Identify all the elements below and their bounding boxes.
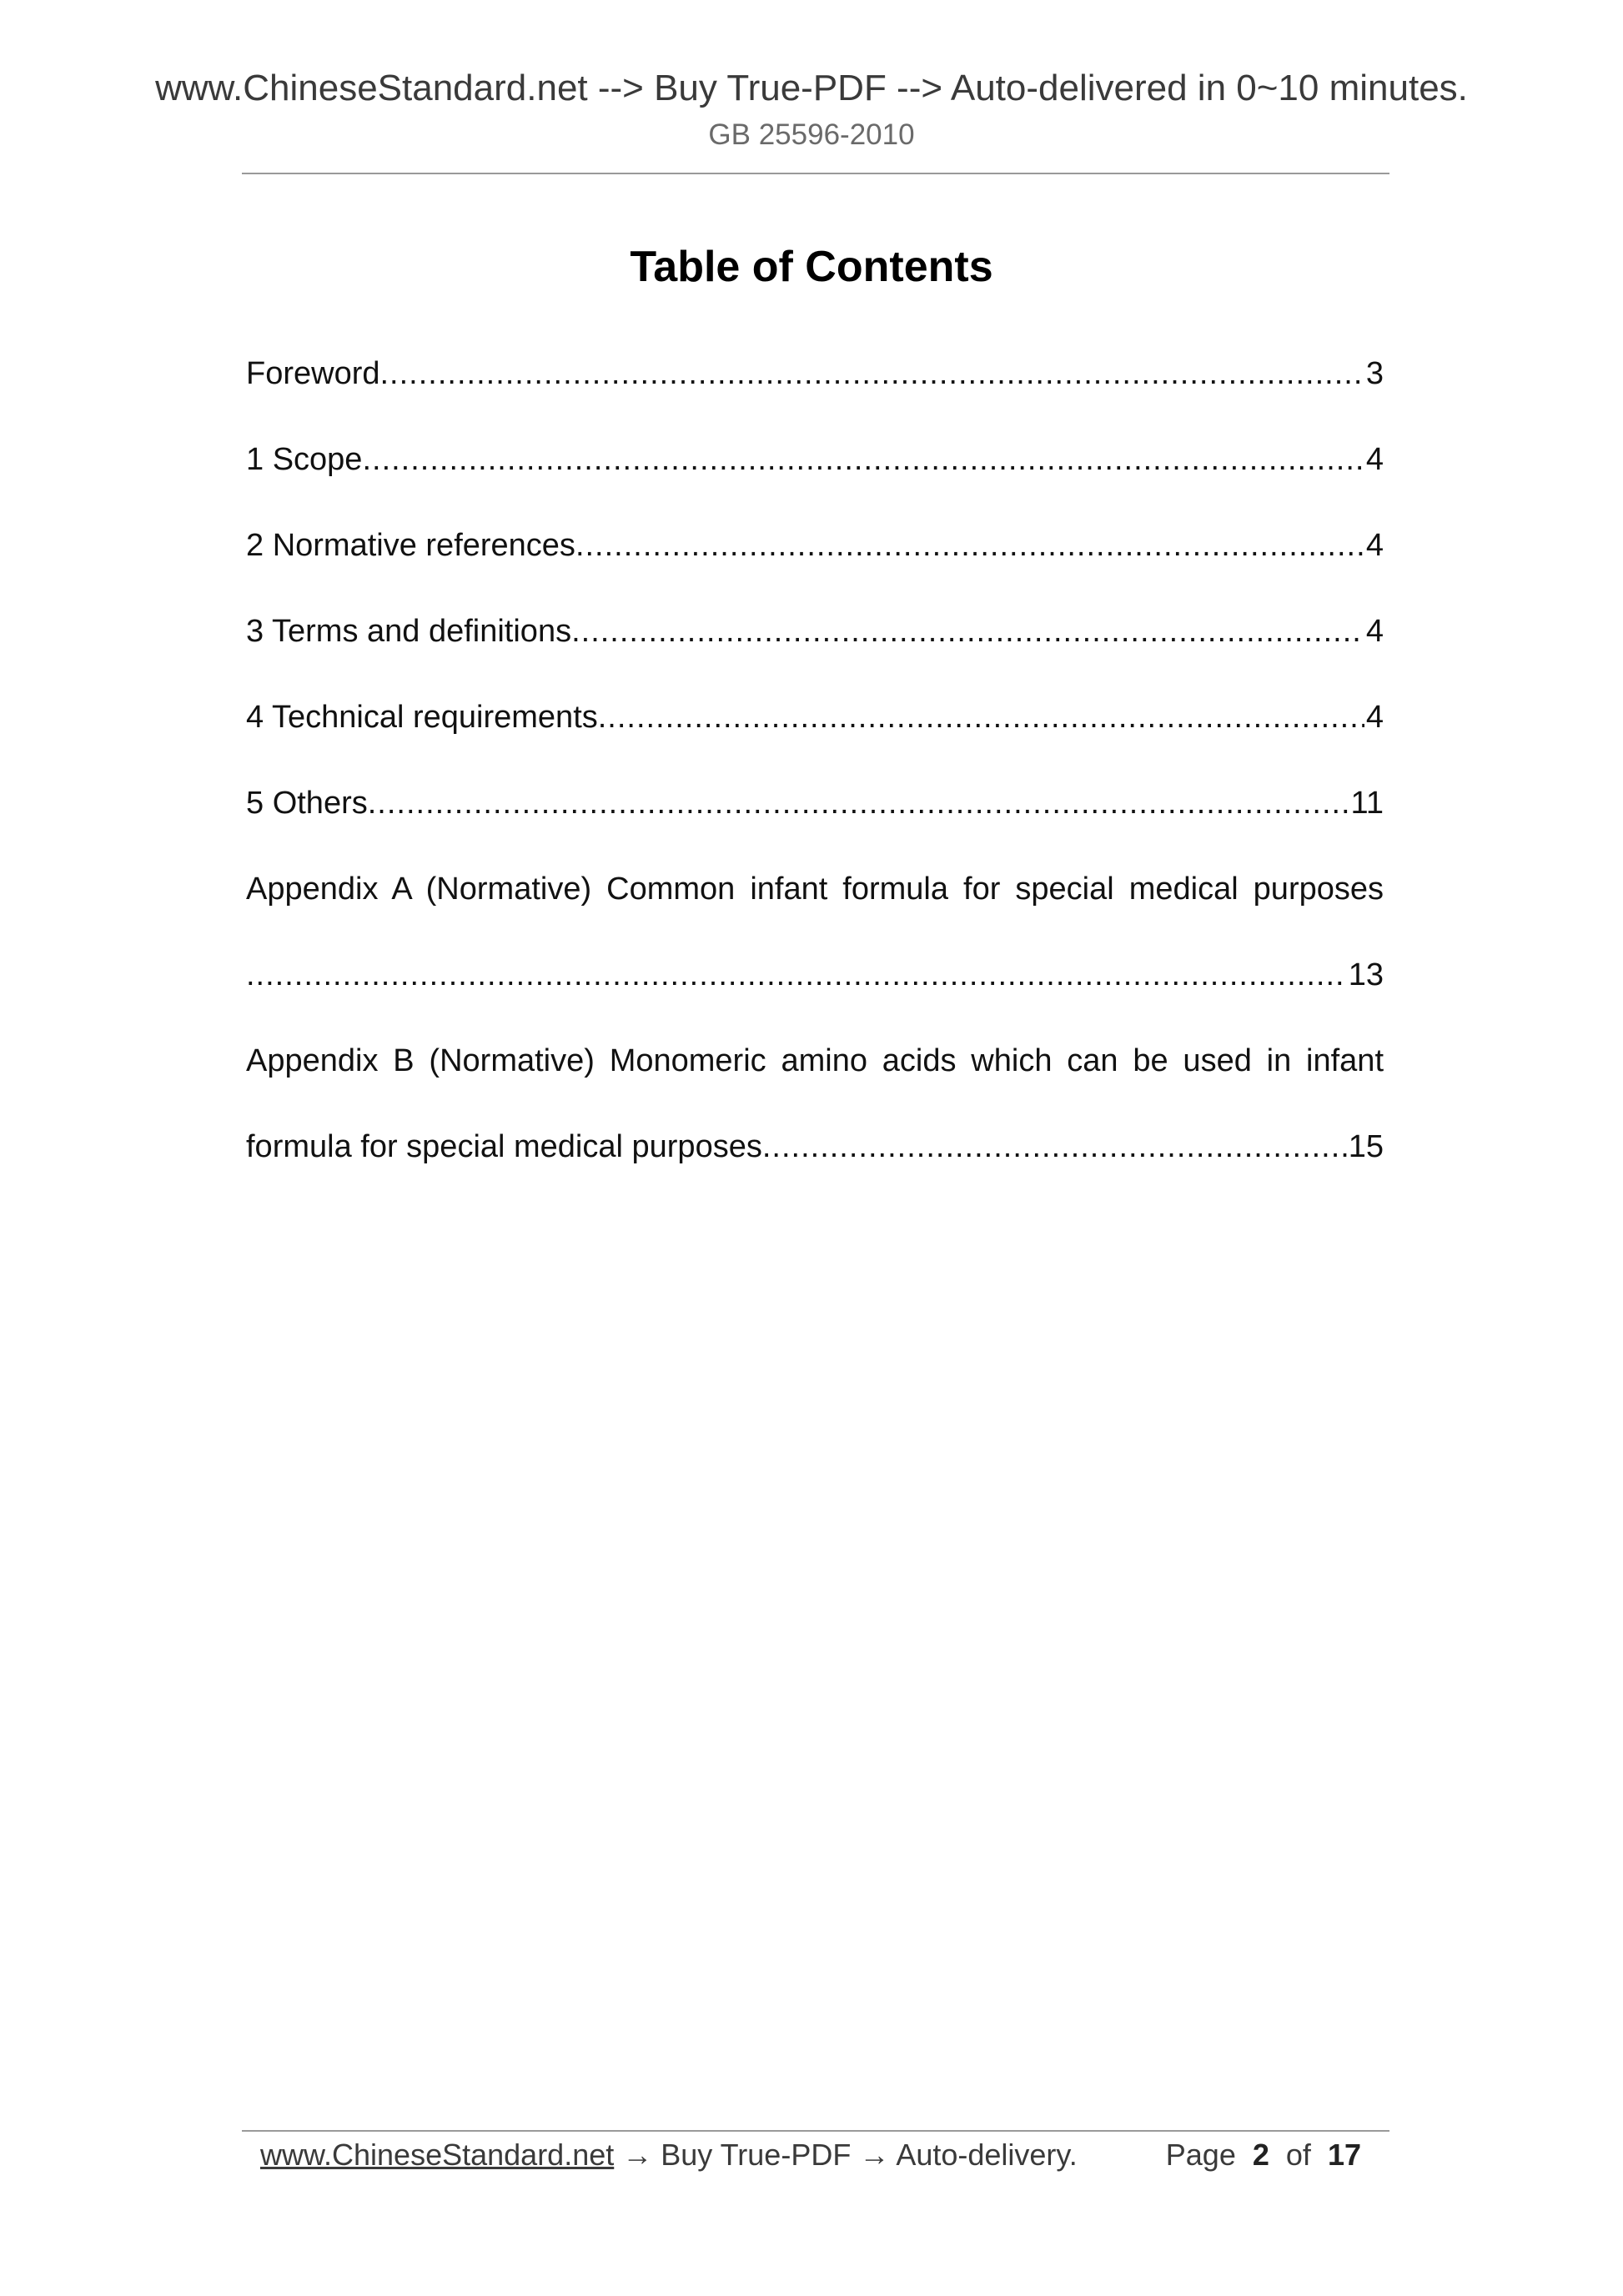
toc-leader-dots <box>368 780 1349 826</box>
toc-entry-appendix-b-label[interactable]: Appendix B (Normative) Monomeric amino acids which can be used in infant <box>246 1043 1384 1078</box>
toc-entry-label: 5 Others <box>246 786 368 821</box>
toc-entry-label: 2 Normative references <box>246 528 575 563</box>
toc-leader-dots <box>571 608 1364 655</box>
toc-entry-page: 3 <box>1365 356 1384 391</box>
toc-entry-others[interactable] <box>246 780 1384 826</box>
toc-entry-label: 4 Technical requirements <box>246 700 598 735</box>
header-divider <box>242 173 1389 174</box>
of-word: of <box>1285 2138 1311 2172</box>
toc-entry-page: 4 <box>1365 614 1384 649</box>
toc-entry-scope[interactable] <box>246 436 1384 483</box>
document-code: GB 25596-2010 <box>708 118 915 151</box>
footer-divider <box>242 2130 1389 2132</box>
toc-leader-dots <box>380 350 1364 397</box>
toc-entry-page: 13 <box>1348 957 1384 992</box>
page-title: Table of Contents <box>630 243 993 291</box>
footer-promo <box>260 2133 1078 2177</box>
header-banner: www.ChineseStandard.net --> Buy True-PDF --> Auto-delivered in 0~10 minutes. <box>155 68 1468 108</box>
page-word: Page <box>1165 2138 1236 2172</box>
toc-entry-label: 1 Scope <box>246 442 363 477</box>
footer-site-link[interactable]: www.ChineseStandard.net <box>260 2138 615 2172</box>
toc-entry-normative-references[interactable] <box>246 522 1384 569</box>
toc-entry-page: 11 <box>1350 786 1384 821</box>
toc-entry-appendix-a-label[interactable]: Appendix A (Normative) Common infant formula for special medical purposes <box>246 872 1384 907</box>
current-page-number: 2 <box>1252 2138 1269 2172</box>
toc-entry-label: Foreword <box>246 356 380 391</box>
toc-leader-dots <box>762 1123 1347 1170</box>
toc-leader-dots <box>246 952 1347 998</box>
toc-entry-technical-requirements[interactable] <box>246 694 1384 741</box>
toc-entry-page: 4 <box>1365 442 1384 477</box>
toc-entry-page: 4 <box>1365 528 1384 563</box>
total-page-count: 17 <box>1327 2138 1361 2172</box>
toc-entry-foreword[interactable] <box>246 350 1384 397</box>
toc-entry-label: formula for special medical purposes <box>246 1129 762 1164</box>
toc-leader-dots <box>362 436 1364 483</box>
toc-entry-terms-and-definitions[interactable] <box>246 608 1384 655</box>
toc-leader-dots <box>575 522 1364 569</box>
page-indicator <box>1166 2133 1361 2177</box>
page-footer <box>260 2133 1361 2177</box>
toc-leader-dots <box>598 694 1364 741</box>
toc-entry-label: 3 Terms and definitions <box>246 614 572 649</box>
toc-entry-appendix-b[interactable] <box>246 1123 1384 1170</box>
toc-entry-appendix-a[interactable] <box>246 952 1384 998</box>
toc-entry-page: 15 <box>1348 1129 1384 1164</box>
toc-entry-page: 4 <box>1365 700 1384 735</box>
footer-promo-text: → Buy True-PDF → Auto-delivery. <box>614 2138 1078 2172</box>
